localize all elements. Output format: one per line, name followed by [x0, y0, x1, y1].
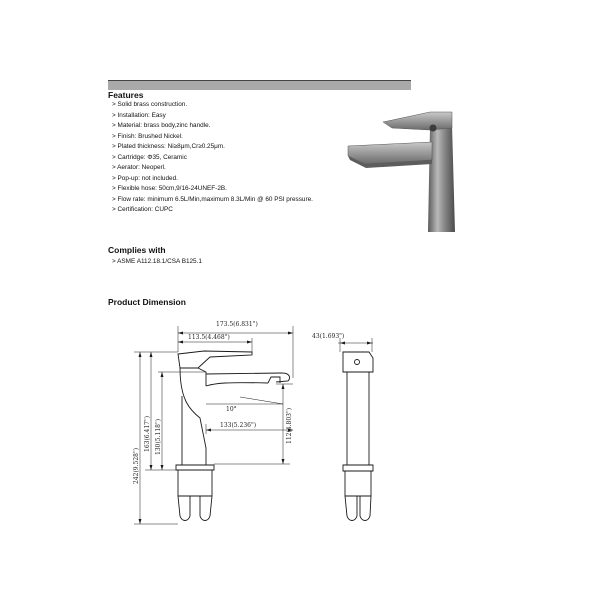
feature-item: > Material: brass body,zinc handle. — [112, 122, 211, 129]
dim-width-handle: 113.5(4.468") — [188, 334, 230, 341]
dim-height-spout-top: 130(5.118") — [155, 418, 162, 455]
dimension-title: Product Dimension — [108, 297, 186, 307]
dim-side-width: 43(1.693") — [312, 333, 345, 340]
complies-item: > ASME A112.18.1/CSA B125.1 — [112, 258, 202, 265]
dim-height-total: 242(9.528") — [133, 447, 140, 484]
feature-item: > Flexible hose: 50cm,9/16-24UNEF-2B. — [112, 185, 227, 192]
feature-item: > Cartridge: Φ35, Ceramic — [112, 153, 187, 161]
feature-item: > Pop-up: not included. — [112, 174, 178, 182]
feature-item: > Plated thickness: Ni≥8μm,Cr≥0.25μm. — [112, 143, 225, 150]
feature-item: > Solid brass construction. — [112, 101, 188, 108]
features-title: Features — [108, 90, 144, 100]
feature-item: > Aerator: Neoperl. — [112, 164, 166, 171]
feature-item: > Finish: Brushed Nickel. — [112, 132, 183, 140]
dim-height-spout-clear: 112(4.803") — [286, 407, 293, 444]
dim-height-body: 163(6.417") — [144, 415, 151, 452]
feature-item: > Certification: CUPC — [112, 206, 173, 213]
dim-spout-angle: 10° — [226, 406, 237, 413]
dim-width-total: 173.5(6.831") — [216, 321, 258, 328]
complies-title: Complies with — [108, 245, 166, 255]
dim-spout-reach: 133(5.236") — [220, 422, 257, 429]
feature-item: > Installation: Easy — [112, 111, 166, 119]
feature-item: > Flow rate: minimum 6.5L/Min,maximum 8.3L/Min @ 60 PSI pressure. — [112, 195, 313, 203]
